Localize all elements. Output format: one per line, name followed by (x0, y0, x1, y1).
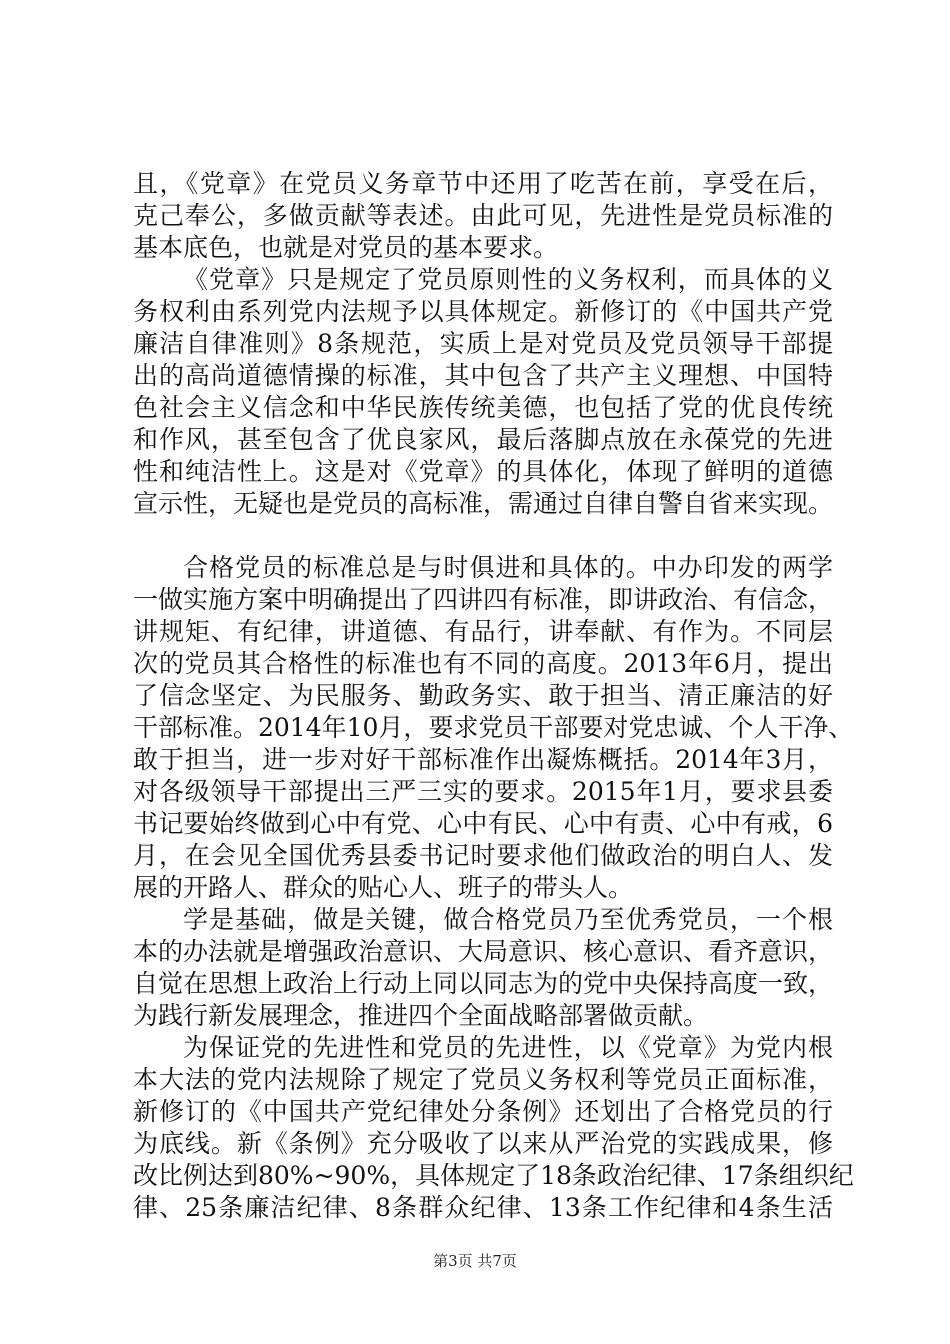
text-line: 基本底色，也就是对党员的基本要求。 (133, 233, 559, 262)
text-line: 一做实施方案中明确提出了四讲四有标准，即讲政治、有信念， (133, 585, 834, 614)
text-line: 学是基础，做是关键，做合格党员乃至优秀党员，一个根 (183, 905, 833, 934)
text-line: 且，《党章》在党员义务章节中还用了吃苦在前，享受在后， (133, 169, 833, 198)
paragraph-spacer (133, 520, 833, 552)
paragraph-4 (133, 904, 833, 1032)
text-line: 对各级领导干部提出三严三实的要求。2015年1月，要求县委 (133, 777, 833, 806)
text-line: 干部标准。2014年10月，要求党员干部要对党忠诚、个人干净、 (133, 713, 854, 742)
text-line: 务权利由系列党内法规予以具体规定。新修订的《中国共产党 (133, 297, 833, 326)
text-line: 出的高尚道德情操的标准，其中包含了共产主义理想、中国特 (133, 361, 833, 390)
text-line: 为底线。新《条例》充分吸收了以来从严治党的实践成果，修 (133, 1129, 833, 1158)
text-line: 次的党员其合格性的标准也有不同的高度。2013年6月，提出 (133, 649, 833, 678)
paragraph-1 (133, 168, 833, 264)
text-line: 为保证党的先进性和党员的先进性，以《党章》为党内根 (183, 1033, 833, 1062)
text-line: 宣示性，无疑也是党员的高标准，需通过自律自警自省来实现。 (133, 489, 834, 518)
paragraph-2 (133, 264, 833, 520)
text-line: 为践行新发展理念，推进四个全面战略部署做贡献。 (133, 1001, 709, 1030)
paragraph-5 (133, 1032, 854, 1224)
text-line: 《党章》只是规定了党员原则性的义务权利，而具体的义 (183, 265, 833, 294)
text-line: 敢于担当，进一步对好干部标准作出凝炼概括。2014年3月， (133, 745, 833, 774)
text-line: 色社会主义信念和中华民族传统美德，也包括了党的优良传统 (133, 393, 833, 422)
text-line: 展的开路人、群众的贴心人、班子的带头人。 (133, 873, 634, 902)
text-line: 廉洁自律准则》8条规范，实质上是对党员及党员领导干部提 (133, 329, 833, 358)
text-line: 本大法的党内法规除了规定了党员义务权利等党员正面标准， (133, 1065, 833, 1094)
text-line: 性和纯洁性上。这是对《党章》的具体化，体现了鲜明的道德 (133, 457, 833, 486)
text-line: 月，在会见全国优秀县委书记时要求他们做政治的明白人、发 (133, 841, 833, 870)
page-number-footer: 第3页 共7页 (433, 1252, 517, 1270)
text-line: 合格党员的标准总是与时俱进和具体的。中办印发的两学 (183, 553, 833, 582)
paragraph-3 (133, 552, 854, 904)
text-line: 律、25条廉洁纪律、8条群众纪律、13条工作纪律和4条生活 (133, 1193, 833, 1222)
text-line: 自觉在思想上政治上行动上同以同志为的党中央保持高度一致， (133, 969, 834, 998)
text-line: 克己奉公，多做贡献等表述。由此可见，先进性是党员标准的 (133, 201, 833, 230)
text-line: 了信念坚定、为民服务、勤政务实、敢于担当、清正廉洁的好 (133, 681, 833, 710)
text-line: 和作风，甚至包含了优良家风，最后落脚点放在永葆党的先进 (133, 425, 833, 454)
text-line: 新修订的《中国共产党纪律处分条例》还划出了合格党员的行 (133, 1097, 833, 1126)
text-line: 本的办法就是增强政治意识、大局意识、核心意识、看齐意识， (133, 937, 834, 966)
text-line: 讲规矩、有纪律，讲道德、有品行，讲奉献、有作为。不同层 (133, 617, 833, 646)
document-body (133, 168, 854, 1224)
text-line: 改比例达到80%~90%，具体规定了18条政治纪律、17条组织纪 (133, 1161, 854, 1190)
text-line: 书记要始终做到心中有党、心中有民、心中有责、心中有戒，6 (133, 809, 833, 838)
